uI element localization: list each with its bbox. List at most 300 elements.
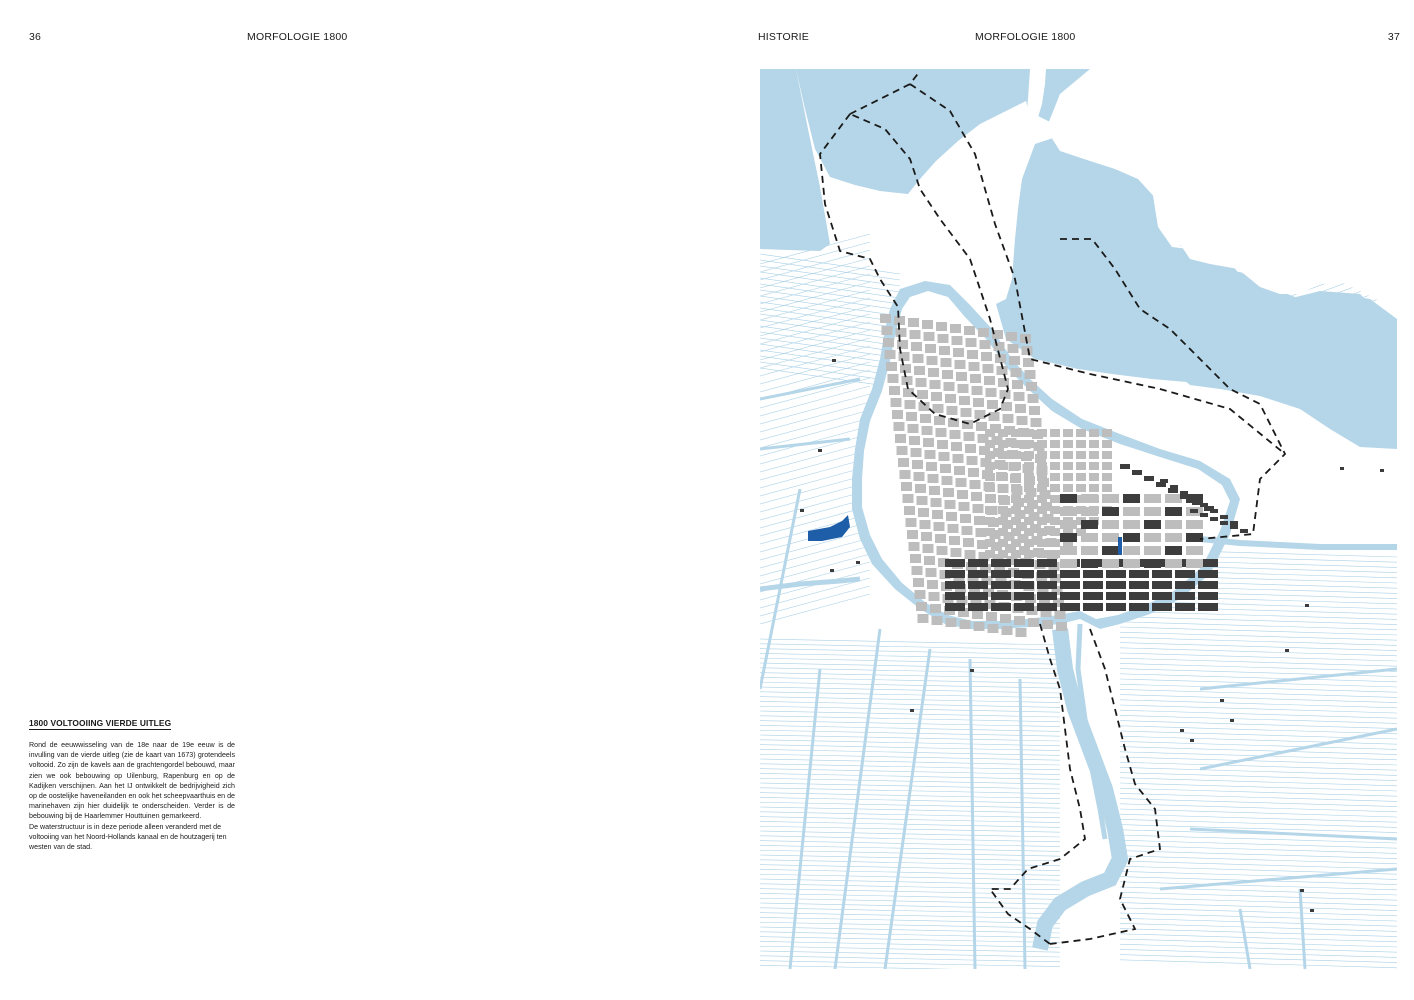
building-block — [1011, 484, 1021, 492]
building-block-new — [856, 561, 860, 564]
building-block — [958, 384, 969, 393]
building-block — [972, 610, 983, 619]
page-number-right: 37 — [1387, 31, 1400, 43]
building-block — [944, 382, 955, 391]
building-block — [985, 517, 995, 525]
building-block — [923, 438, 934, 447]
building-block — [1037, 440, 1047, 448]
building-block — [968, 468, 979, 477]
building-block — [1102, 473, 1112, 481]
building-block-new — [1190, 739, 1194, 742]
building-block — [1102, 484, 1112, 492]
building-block — [885, 350, 896, 359]
building-block-new — [991, 592, 1011, 600]
building-block-new — [1037, 559, 1057, 567]
building-block — [1011, 462, 1021, 470]
building-block — [938, 334, 949, 343]
building-block — [978, 328, 989, 337]
building-block — [1024, 495, 1034, 503]
building-block — [1050, 550, 1060, 558]
building-block — [1081, 507, 1098, 516]
building-block-new — [991, 581, 1011, 589]
building-block-new — [1285, 649, 1289, 652]
building-block — [951, 442, 962, 451]
building-block — [983, 364, 994, 373]
building-block-new — [1230, 719, 1234, 722]
running-title-left: MORFOLOGIE 1800 — [247, 31, 348, 43]
building-block-new — [1060, 494, 1077, 503]
building-block — [954, 466, 965, 475]
building-block — [1037, 429, 1047, 437]
building-block — [1063, 451, 1073, 459]
building-block — [880, 314, 891, 323]
building-block-new — [1144, 476, 1154, 481]
building-block — [1050, 539, 1060, 547]
building-block — [1102, 494, 1119, 503]
building-block — [1037, 517, 1047, 525]
building-block-new — [1014, 603, 1034, 611]
building-block — [886, 362, 897, 371]
building-block — [1024, 539, 1034, 547]
building-block-new — [1129, 570, 1149, 578]
building-block-new — [1037, 581, 1057, 589]
building-block — [957, 490, 968, 499]
building-block — [984, 376, 995, 385]
building-block — [998, 462, 1008, 470]
building-block-new — [1081, 520, 1098, 529]
building-block — [1042, 620, 1053, 629]
building-block — [935, 534, 946, 543]
building-block-new — [1083, 570, 1103, 578]
building-block — [1024, 484, 1034, 492]
building-block — [1028, 618, 1039, 627]
building-block — [966, 338, 977, 347]
building-block — [967, 350, 978, 359]
building-block-new — [1102, 507, 1119, 516]
building-block — [959, 396, 970, 405]
building-block — [1144, 494, 1161, 503]
building-block — [1037, 528, 1047, 536]
building-block — [948, 524, 959, 533]
building-block-new — [818, 449, 822, 452]
building-block — [1031, 418, 1042, 427]
building-block — [1144, 507, 1161, 516]
building-block — [1037, 473, 1047, 481]
building-block-new — [910, 709, 914, 712]
building-block — [1024, 440, 1034, 448]
building-block-new — [1014, 570, 1034, 578]
caption-block — [29, 713, 235, 852]
building-block — [1024, 528, 1034, 536]
building-block — [923, 544, 934, 553]
building-block — [1000, 614, 1011, 623]
building-block — [1011, 429, 1021, 437]
building-block — [1011, 440, 1021, 448]
building-block-new — [1160, 479, 1168, 483]
building-block — [1050, 495, 1060, 503]
building-block — [883, 338, 894, 347]
building-block-new — [1200, 513, 1208, 517]
building-block — [1011, 539, 1021, 547]
building-block — [995, 354, 1006, 363]
building-block-new — [1129, 603, 1149, 611]
building-block — [963, 538, 974, 547]
building-block — [970, 374, 981, 383]
building-block — [908, 318, 919, 327]
building-block — [918, 508, 929, 517]
building-block-new — [830, 569, 834, 572]
building-block — [1024, 550, 1034, 558]
building-block — [1063, 440, 1073, 448]
building-block — [937, 440, 948, 449]
building-block — [1102, 429, 1112, 437]
building-block-new — [1083, 603, 1103, 611]
building-block — [1076, 440, 1086, 448]
building-block — [900, 364, 911, 373]
building-block-new — [800, 509, 804, 512]
building-block — [939, 452, 950, 461]
building-block — [913, 578, 924, 587]
building-block — [1102, 440, 1112, 448]
building-block — [971, 492, 982, 501]
building-block-new — [945, 570, 965, 578]
building-block — [928, 474, 939, 483]
building-block — [960, 620, 971, 629]
building-block — [1081, 533, 1098, 542]
building-block — [924, 556, 935, 565]
building-block — [1011, 368, 1022, 377]
building-block-new — [1081, 559, 1098, 568]
caption-paragraph-water: De waterstructuur is in deze periode alleen veranderd met de voltooiing van het Noord-Hollands kanaal en de houtzagerij ten westen van de stad. — [29, 822, 227, 852]
building-block-new — [1129, 581, 1149, 589]
building-block — [941, 358, 952, 367]
building-block — [1081, 494, 1098, 503]
building-block — [970, 480, 981, 489]
building-block — [891, 398, 902, 407]
building-block — [1024, 429, 1034, 437]
building-block-new — [1060, 603, 1080, 611]
building-block-new — [991, 603, 1011, 611]
building-block — [1016, 628, 1027, 637]
building-block — [932, 510, 943, 519]
building-block — [942, 476, 953, 485]
building-block — [965, 444, 976, 453]
building-block — [1003, 414, 1014, 423]
building-block — [894, 422, 905, 431]
building-block — [1037, 506, 1047, 514]
building-block — [1050, 429, 1060, 437]
building-block — [921, 532, 932, 541]
building-block — [1056, 622, 1067, 631]
building-block-new — [1014, 592, 1034, 600]
building-block-new — [1380, 469, 1384, 472]
building-block-new — [1198, 603, 1218, 611]
building-block — [1165, 533, 1182, 542]
building-block — [1014, 392, 1025, 401]
building-block — [1024, 451, 1034, 459]
building-block — [916, 378, 927, 387]
building-block-new — [968, 570, 988, 578]
building-block — [930, 604, 941, 613]
building-block — [936, 322, 947, 331]
building-block-new — [1198, 581, 1218, 589]
building-block — [936, 428, 947, 437]
building-block-new — [1340, 467, 1344, 470]
building-block — [1060, 546, 1077, 555]
building-block — [960, 514, 971, 523]
building-block — [1063, 484, 1073, 492]
building-block — [911, 448, 922, 457]
building-block-new — [1300, 889, 1304, 892]
building-block — [998, 506, 1008, 514]
building-block-new — [1220, 521, 1228, 525]
building-block-new — [1037, 603, 1057, 611]
building-block — [920, 520, 931, 529]
building-block — [1024, 473, 1034, 481]
building-block — [985, 440, 995, 448]
building-block-new — [1180, 491, 1188, 495]
building-block — [1102, 462, 1112, 470]
building-block — [1186, 546, 1203, 555]
building-block — [946, 512, 957, 521]
building-block — [915, 484, 926, 493]
building-block — [986, 388, 997, 397]
building-block — [892, 410, 903, 419]
marinehaven-highlight — [1118, 537, 1122, 555]
building-block — [1050, 451, 1060, 459]
building-block — [947, 406, 958, 415]
building-block — [994, 342, 1005, 351]
building-block — [910, 330, 921, 339]
building-block — [1089, 440, 1099, 448]
building-block — [1024, 462, 1034, 470]
building-block-new — [1014, 581, 1034, 589]
building-block — [930, 380, 941, 389]
building-block — [1002, 626, 1013, 635]
building-block — [953, 348, 964, 357]
building-block-new — [1230, 521, 1238, 525]
building-block — [1123, 559, 1140, 568]
building-block — [974, 622, 985, 631]
building-block — [888, 374, 899, 383]
building-block — [942, 370, 953, 379]
building-block — [987, 400, 998, 409]
building-block-new — [1186, 533, 1203, 542]
building-block — [1011, 506, 1021, 514]
building-block-new — [968, 581, 988, 589]
building-block — [1123, 507, 1140, 516]
building-block — [1050, 473, 1060, 481]
building-block — [1011, 528, 1021, 536]
building-block — [1081, 546, 1098, 555]
building-block-new — [945, 581, 965, 589]
page-number-left: 36 — [29, 31, 42, 43]
building-block — [955, 360, 966, 369]
building-block-new — [1230, 525, 1238, 529]
building-block — [1102, 451, 1112, 459]
building-block — [913, 354, 924, 363]
building-block — [1011, 550, 1021, 558]
building-block — [909, 436, 920, 445]
building-block-new — [1305, 604, 1309, 607]
building-block — [1089, 484, 1099, 492]
building-block — [909, 542, 920, 551]
building-block — [967, 456, 978, 465]
building-block-new — [1123, 494, 1140, 503]
building-block — [1060, 520, 1077, 529]
building-block — [985, 462, 995, 470]
building-block — [911, 342, 922, 351]
building-block — [969, 362, 980, 371]
building-block — [898, 458, 909, 467]
building-block-new — [1106, 592, 1126, 600]
building-block-new — [1200, 503, 1208, 507]
building-block — [985, 495, 995, 503]
building-block — [1186, 559, 1203, 568]
building-block-new — [1175, 592, 1195, 600]
building-block — [1055, 610, 1066, 619]
building-block — [1102, 520, 1119, 529]
building-block — [940, 464, 951, 473]
building-block-new — [1129, 592, 1149, 600]
building-block — [1037, 451, 1047, 459]
building-block — [931, 392, 942, 401]
building-block — [905, 400, 916, 409]
building-block — [906, 518, 917, 527]
building-block-new — [1152, 570, 1172, 578]
building-block — [985, 473, 995, 481]
building-block — [945, 394, 956, 403]
building-block — [895, 434, 906, 443]
building-block — [1050, 462, 1060, 470]
building-block — [998, 517, 1008, 525]
building-block — [1028, 394, 1039, 403]
building-block — [1144, 546, 1161, 555]
building-block — [973, 398, 984, 407]
building-block — [953, 454, 964, 463]
building-block — [976, 528, 987, 537]
building-block — [972, 386, 983, 395]
building-block — [900, 470, 911, 479]
building-block-new — [1106, 570, 1126, 578]
building-block — [1037, 539, 1047, 547]
building-block — [914, 366, 925, 375]
building-block — [950, 324, 961, 333]
building-block — [933, 404, 944, 413]
building-block-new — [945, 603, 965, 611]
building-block — [924, 332, 935, 341]
building-block — [998, 528, 1008, 536]
building-block — [915, 590, 926, 599]
building-block-new — [1165, 546, 1182, 555]
building-block — [1026, 382, 1037, 391]
building-block — [975, 410, 986, 419]
building-block — [1089, 429, 1099, 437]
building-block — [1014, 616, 1025, 625]
building-block — [998, 484, 1008, 492]
building-block — [939, 346, 950, 355]
building-block-new — [945, 592, 965, 600]
building-block — [928, 368, 939, 377]
building-block-new — [945, 559, 965, 567]
section-label: HISTORIE — [758, 31, 809, 43]
building-block — [1063, 462, 1073, 470]
building-block-new — [1240, 529, 1248, 533]
building-block — [903, 494, 914, 503]
building-block — [1165, 559, 1182, 568]
building-block — [926, 568, 937, 577]
building-block — [1017, 416, 1028, 425]
building-block-new — [1220, 699, 1224, 702]
building-block-new — [1175, 570, 1195, 578]
building-block-new — [1037, 592, 1057, 600]
building-block-new — [1102, 546, 1119, 555]
building-block — [1076, 484, 1086, 492]
building-block-new — [1060, 581, 1080, 589]
building-block — [998, 429, 1008, 437]
building-block — [1011, 517, 1021, 525]
building-block — [904, 506, 915, 515]
building-block-new — [1190, 509, 1198, 513]
building-block — [965, 550, 976, 559]
building-block — [1050, 440, 1060, 448]
building-block — [1123, 520, 1140, 529]
building-block-new — [968, 603, 988, 611]
building-block-new — [991, 570, 1011, 578]
building-block — [998, 440, 1008, 448]
building-block — [932, 616, 943, 625]
running-title-right: MORFOLOGIE 1800 — [975, 31, 1076, 43]
building-block — [901, 482, 912, 491]
building-block — [934, 522, 945, 531]
building-block — [973, 504, 984, 513]
building-block — [981, 352, 992, 361]
building-block — [989, 412, 1000, 421]
building-block — [1060, 507, 1077, 516]
building-block — [918, 614, 929, 623]
building-block — [916, 602, 927, 611]
building-block — [1076, 429, 1086, 437]
building-block-new — [1144, 559, 1161, 568]
building-block-new — [1190, 497, 1198, 501]
building-block — [1165, 520, 1182, 529]
building-block-new — [1175, 603, 1195, 611]
building-block-new — [991, 559, 1011, 567]
building-block — [985, 539, 995, 547]
building-block — [1102, 533, 1119, 542]
building-block — [964, 432, 975, 441]
building-block — [964, 326, 975, 335]
building-block — [937, 546, 948, 555]
building-block — [1008, 344, 1019, 353]
building-block — [1050, 517, 1060, 525]
building-block — [985, 451, 995, 459]
building-block — [956, 372, 967, 381]
building-block-new — [1198, 570, 1218, 578]
building-block — [952, 336, 963, 345]
building-block-new — [970, 669, 974, 672]
building-block-new — [1060, 533, 1077, 542]
building-block — [931, 498, 942, 507]
building-block — [889, 386, 900, 395]
building-block — [925, 344, 936, 353]
building-block-new — [1014, 559, 1034, 567]
building-block — [1089, 462, 1099, 470]
building-block — [1089, 473, 1099, 481]
building-block — [1060, 559, 1077, 568]
building-block — [974, 516, 985, 525]
building-block — [906, 412, 917, 421]
